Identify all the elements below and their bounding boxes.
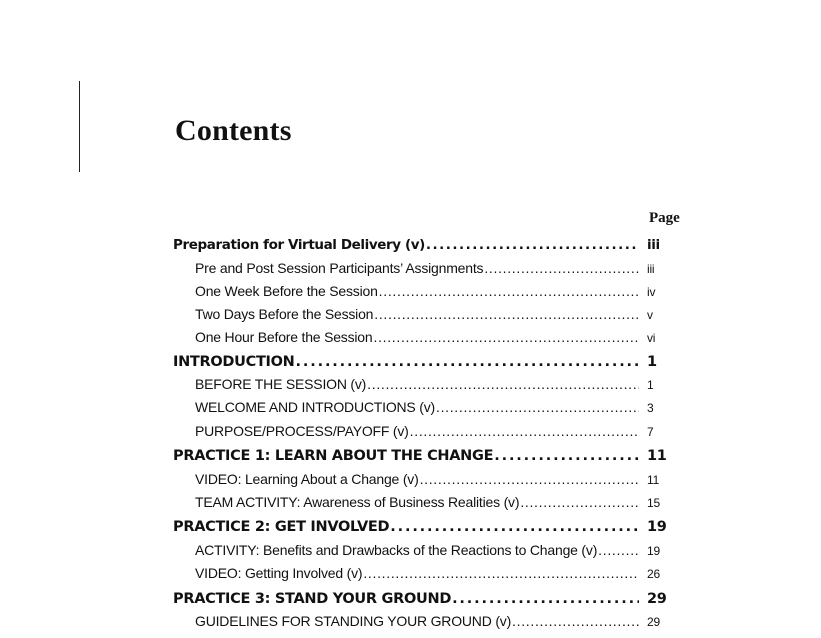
toc-entry-page: iv xyxy=(647,285,656,299)
toc-entry[interactable] xyxy=(195,423,671,439)
toc-entry-page: 1 xyxy=(647,378,654,392)
toc-entry[interactable] xyxy=(195,613,671,629)
toc-entry-label: Two Days Before the Session xyxy=(195,306,374,322)
toc-entry[interactable] xyxy=(173,591,671,607)
toc-entry[interactable] xyxy=(173,519,671,535)
toc-entry[interactable] xyxy=(195,471,671,487)
toc-entry[interactable] xyxy=(195,306,671,322)
toc-entry-page: 26 xyxy=(647,567,660,581)
dot-leader xyxy=(452,591,639,607)
toc-entry-label: GUIDELINES FOR STANDING YOUR GROUND (v) xyxy=(195,613,512,629)
dot-leader xyxy=(484,260,639,276)
dot-leader xyxy=(420,471,639,487)
toc-entry-page: 29 xyxy=(647,591,667,607)
toc-entry-page: 19 xyxy=(647,544,660,558)
dot-leader xyxy=(426,237,639,253)
dot-leader xyxy=(379,283,639,299)
toc-entry[interactable] xyxy=(173,448,671,464)
toc-entry-page: 11 xyxy=(647,473,660,487)
toc-entry-label: One Week Before the Session xyxy=(195,283,378,299)
toc-entry-label: ACTIVITY: Benefits and Drawbacks of the Reactions to Change (v) xyxy=(195,542,598,558)
dot-leader xyxy=(373,329,639,345)
dot-leader xyxy=(520,494,639,510)
toc-entry-label: VIDEO: Learning About a Change (v) xyxy=(195,471,419,487)
toc-entry-label: WELCOME AND INTRODUCTIONS (v) xyxy=(195,399,435,415)
toc-entry-label: One Hour Before the Session xyxy=(195,329,373,345)
dot-leader xyxy=(598,542,639,558)
toc-entry-label: PURPOSE/PROCESS/PAYOFF (v) xyxy=(195,423,409,439)
toc-entry-label: PRACTICE 1: LEARN ABOUT THE CHANGE xyxy=(173,448,494,464)
toc-entry[interactable] xyxy=(195,283,671,299)
dot-leader xyxy=(436,399,639,415)
toc-entry-label: TEAM ACTIVITY: Awareness of Business Realities (v) xyxy=(195,494,520,510)
toc-entry-page: 11 xyxy=(647,448,667,464)
toc-entry-label: INTRODUCTION xyxy=(173,354,295,370)
toc-entry-page: iii xyxy=(647,237,660,253)
toc-entry-page: 15 xyxy=(647,496,660,510)
toc-entry[interactable] xyxy=(195,260,671,276)
toc-entry[interactable] xyxy=(195,399,671,415)
toc-entry[interactable] xyxy=(195,376,671,392)
dot-leader xyxy=(390,519,639,535)
toc-entry-page: 19 xyxy=(647,519,667,535)
toc-entry[interactable] xyxy=(195,494,671,510)
toc-entry-label: BEFORE THE SESSION (v) xyxy=(195,376,367,392)
toc-entry-page: 1 xyxy=(647,354,657,370)
toc-entry[interactable] xyxy=(195,565,671,581)
dot-leader xyxy=(367,376,639,392)
toc-entry[interactable] xyxy=(173,354,671,370)
toc-entry-page: 3 xyxy=(647,401,654,415)
toc-entry-label: Pre and Post Session Participants’ Assignments xyxy=(195,260,484,276)
margin-rule xyxy=(79,81,80,172)
toc-entry-label: PRACTICE 2: GET INVOLVED xyxy=(173,519,390,535)
toc-entry-page: v xyxy=(647,308,653,322)
page-title: Contents xyxy=(175,114,292,147)
toc-entry-label: PRACTICE 3: STAND YOUR GROUND xyxy=(173,591,452,607)
toc-entry-page: 7 xyxy=(647,425,654,439)
page-column-header: Page xyxy=(649,210,680,226)
toc-entry[interactable] xyxy=(195,329,671,345)
dot-leader xyxy=(296,354,639,370)
dot-leader xyxy=(494,448,639,464)
toc-entry-label: VIDEO: Getting Involved (v) xyxy=(195,565,363,581)
dot-leader xyxy=(410,423,639,439)
dot-leader xyxy=(363,565,639,581)
toc-entry[interactable] xyxy=(195,542,671,558)
toc-entry-page: iii xyxy=(647,262,655,276)
toc-entry-page: 29 xyxy=(647,615,660,629)
dot-leader xyxy=(374,306,639,322)
dot-leader xyxy=(512,613,639,629)
toc-entry[interactable] xyxy=(173,237,671,253)
toc-entry-page: vi xyxy=(647,331,656,345)
toc-entry-label: Preparation for Virtual Delivery (v) xyxy=(173,237,425,253)
